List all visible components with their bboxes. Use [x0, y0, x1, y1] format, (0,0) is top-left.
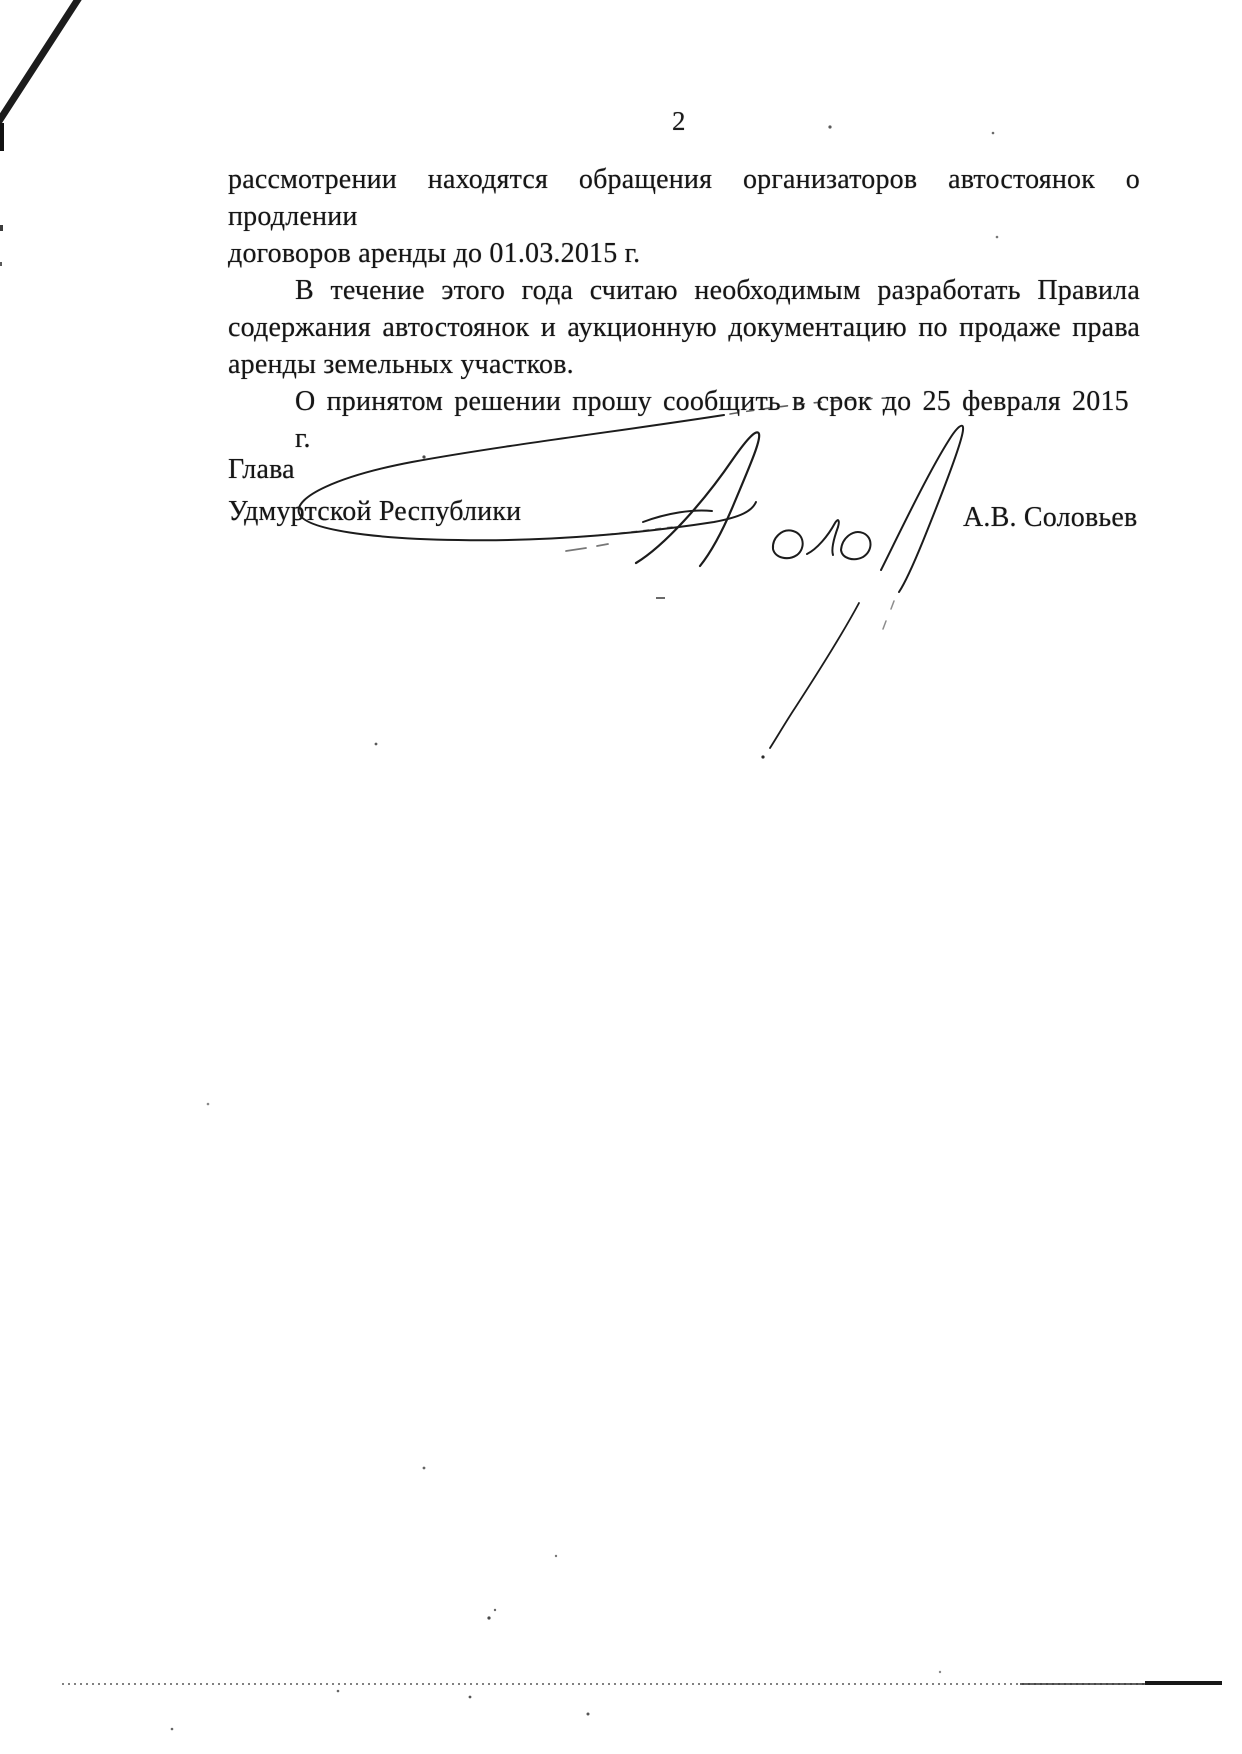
signer-name: А.В. Соловьев — [963, 502, 1138, 533]
body-line-5: аренды земельных участков. — [228, 349, 574, 380]
body-line-2: договоров аренды до 01.03.2015 г. — [228, 238, 641, 269]
letter-body — [228, 161, 1140, 457]
scan-line-dark-segment — [1145, 1681, 1222, 1685]
body-line-4: содержания автостоянок и аукционную документацию по продаже права — [228, 312, 1140, 343]
scan-dotted-line-mid-segment — [1020, 1683, 1150, 1685]
signature-slash-fade-dots — [883, 601, 894, 629]
corner-fold-line — [0, 0, 84, 132]
body-line-6: О принятом решении прошу сообщить в срок до 25 февраля 2015 г. — [295, 386, 1129, 454]
signer-title-line2: Удмуртской Республики — [228, 496, 522, 527]
signature-oval-bottom-dash — [560, 527, 672, 538]
left-edge-scan-speck — [0, 225, 3, 231]
body-line-1: рассмотрении находятся обращения организаторов автостоянок о продлении — [228, 164, 1140, 232]
signer-title — [228, 449, 521, 533]
left-edge-scan-mark — [0, 123, 4, 151]
left-edge-scan-speck-2 — [0, 262, 2, 266]
page-number: 2 — [672, 106, 686, 136]
signature-lead-dashes — [566, 544, 608, 551]
signer-title-line1: Глава — [228, 454, 295, 485]
signature-olo-stroke — [773, 520, 871, 559]
scan-dotted-line — [62, 1683, 1147, 1685]
signature-initial-crossbar — [643, 510, 712, 522]
signature-tail-stroke — [770, 603, 859, 748]
body-line-3: В течение этого года считаю необходимым разработать Правила — [295, 275, 1140, 306]
